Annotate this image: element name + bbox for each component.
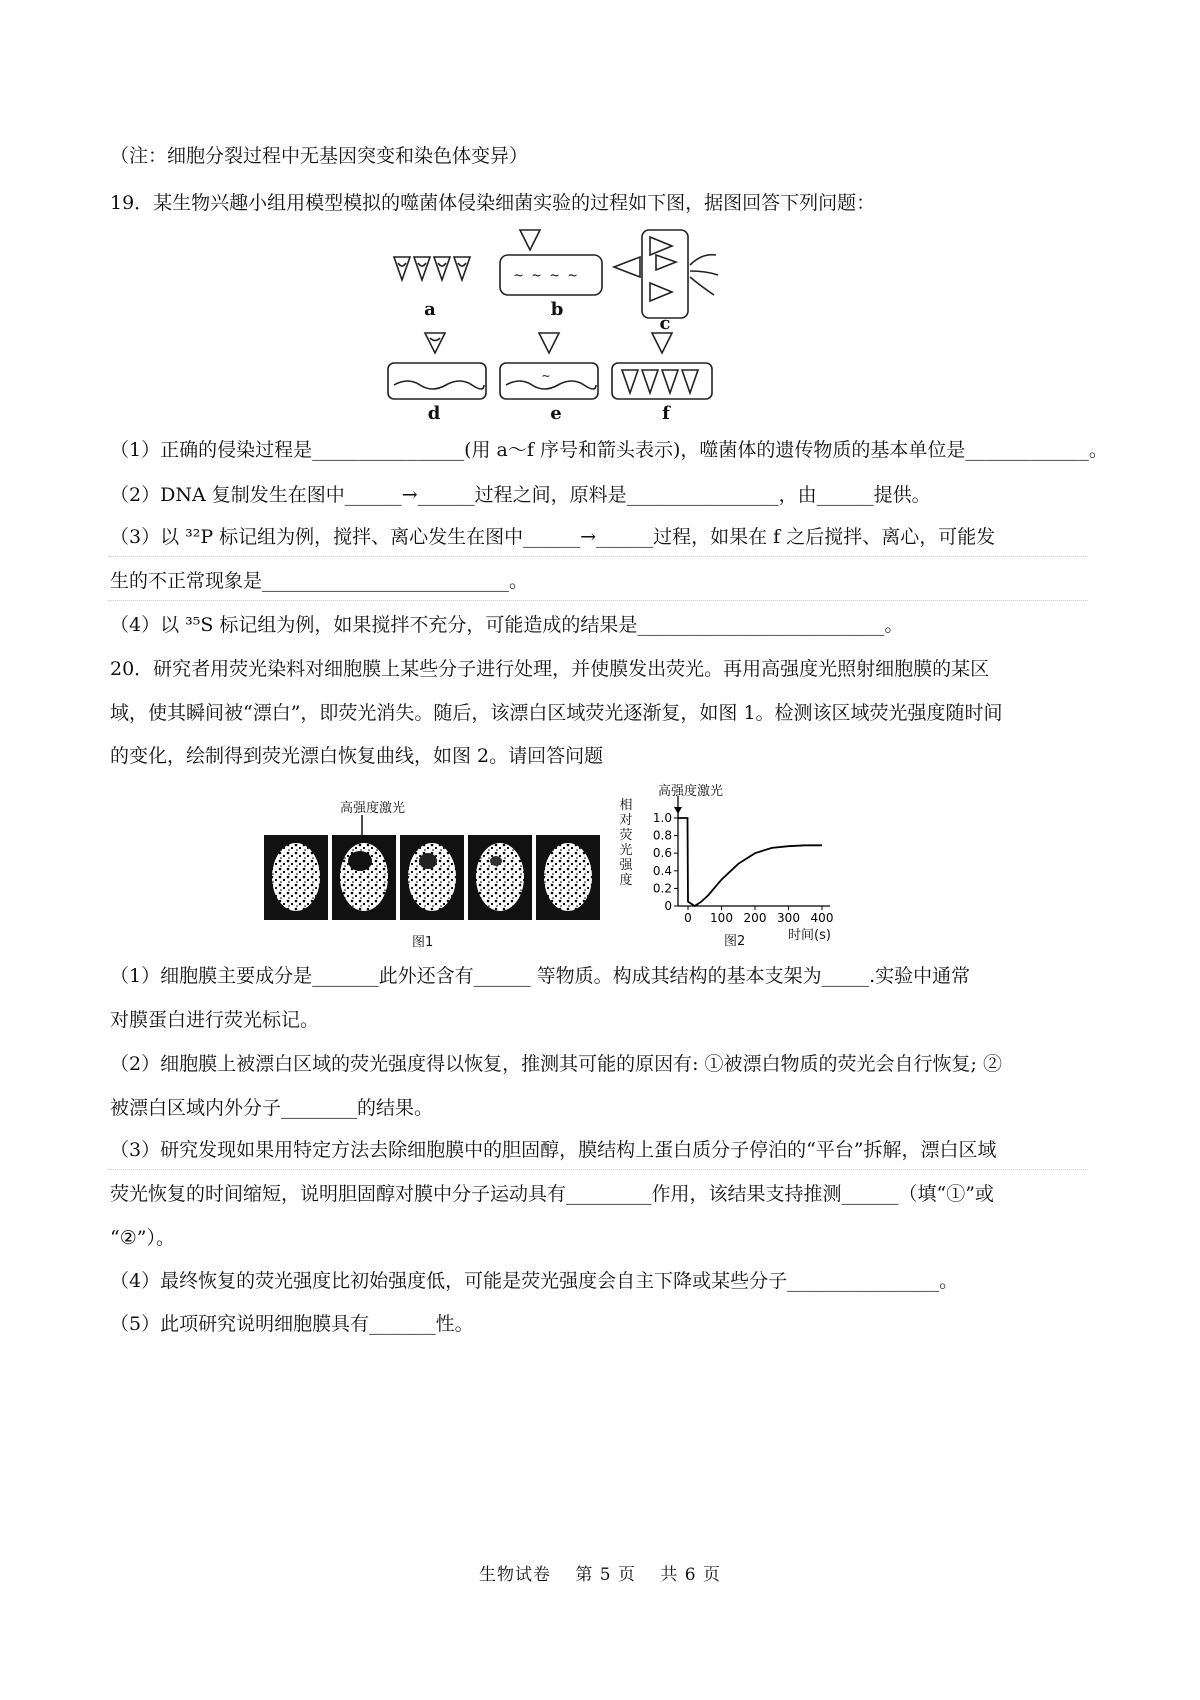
figure-2 [612,778,852,953]
page-footer: 生物试卷 第 5 页 共 6 页 [478,1565,722,1585]
label-b: b [550,299,564,320]
q20-sub3b: 荧光恢复的时间缩短，说明胆固醇对膜中分子运动具有_________作用，该结果支持推测______（填“①”或 [110,1183,994,1205]
q20-sub3a: （3）研究发现如果用特定方法去除细胞膜中的胆固醇，膜结构上蛋白质分子停泊的“平台”拆解，漂白区域 [110,1139,997,1161]
x-tick-label: 100 [710,911,733,925]
ylabel-char: 荧 [619,828,633,843]
y-tick-label: 0.6 [652,846,672,861]
fig1-laser-label: 高强度激光 [340,801,406,816]
figure-1 [262,795,602,955]
q19-sub3a: （3）以 ³²P 标记组为例，搅拌、离心发生在图中______→______过程，如果在 f 之后搅拌、离心，可能发 [110,526,996,548]
q20-sub1b: 对膜蛋白进行荧光标记。 [110,1009,320,1031]
y-tick-label: 0.4 [652,863,672,878]
q19-sub1: （1）正确的侵染过程是________________(用 a～f 序号和箭头表示)，噬菌体的遗传物质的基本单位是_____________。 [110,439,1108,461]
fig2-laser-label: 高强度激光 [658,784,724,799]
svg-text:~: ~ [542,369,550,384]
q19-sub4: （4）以 ³⁵S 标记组为例，如果搅拌不充分，可能造成的结果是__________________________。 [110,614,904,636]
q20-sub4: （4）最终恢复的荧光强度比初始强度低，可能是荧光强度会自主下降或某些分子________________。 [110,1270,959,1292]
y-tick-label: 0.2 [652,881,672,896]
ylabel-char: 相 [619,798,633,813]
fig2-xlabel: 时间(s) [788,928,831,943]
q20-sub2a: （2）细胞膜上被漂白区域的荧光强度得以恢复，推测其可能的原因有: ①被漂白物质的荧光会自行恢复; ② [110,1053,1002,1075]
label-e: e [550,403,562,424]
fig2-caption: 图2 [724,934,746,949]
exam-note: （注：细胞分裂过程中无基因突变和染色体变异） [110,145,529,167]
label-d: d [427,403,441,424]
ylabel-char: 对 [619,813,633,828]
y-tick-label: 0.8 [652,828,672,843]
frap-curve [678,818,822,906]
q19-sub3b: 生的不正常现象是__________________________。 [110,570,529,592]
fig1-caption: 图1 [412,935,434,950]
q20-sub1a: （1）细胞膜主要成分是_______此外还含有______ 等物质。构成其结构的基本支架为_____.实验中通常 [110,965,971,987]
q20-sub2b: 被漂白区域内外分子________的结果。 [110,1097,434,1119]
label-a: a [424,299,436,320]
x-tick-label: 300 [777,911,800,925]
x-tick-label: 200 [743,911,767,925]
label-c: c [659,313,671,334]
x-tick-label: 0 [684,911,692,925]
q20-sub5: （5）此项研究说明细胞膜具有_______性。 [110,1313,474,1335]
y-tick-label: 1.0 [652,811,672,825]
y-tick-label: 0 [664,899,672,913]
phage-infection-figure [380,225,740,425]
ylabel-char: 强 [619,858,633,873]
q20-stem2: 域，使其瞬间被“漂白”，即荧光消失。随后，该漂白区域荧光逐渐复，如图 1。检测该区域荧光强度随时间 [110,702,1003,724]
q20-sub3c: “②”）。 [110,1227,175,1249]
x-tick-label: 400 [810,911,834,925]
q20-stem1: 20．研究者用荧光染料对细胞膜上某些分子进行处理，并使膜发出荧光。再用高强度光照射细胞膜的某区 [110,658,990,680]
ylabel-char: 光 [619,843,633,858]
ylabel-char: 度 [619,873,633,888]
q19-stem: 19．某生物兴趣小组用模型模拟的噬菌体侵染细菌实验的过程如下图，据图回答下列问题： [110,192,876,214]
q20-stem3: 的变化，绘制得到荧光漂白恢复曲线，如图 2。请回答问题 [110,745,604,767]
label-f: f [662,403,670,424]
svg-text:~ ~ ~ ~: ~ ~ ~ ~ [514,266,578,284]
q19-sub2: （2）DNA 复制发生在图中______→______过程之间，原料是________________，由______提供。 [110,484,931,506]
